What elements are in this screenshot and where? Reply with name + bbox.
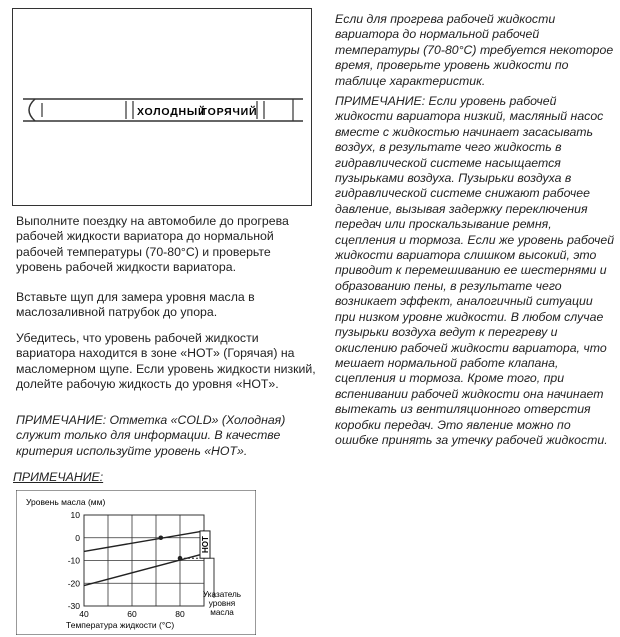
oil-level-chart (16, 490, 256, 635)
chart-ylabel: Уровень масла (мм) (26, 497, 106, 507)
right-paragraph-1: Если для прогрева рабочей жидкости вариатора до нормальной рабочей температуры (70-80°C) требуется некоторое время, проверьте уровень жидкости по таблице характеристик. (335, 12, 614, 88)
data-marker (159, 535, 164, 540)
left-paragraph-2: Вставьте щуп для замера уровня масла в маслозаливной патрубок до упора. (16, 290, 255, 320)
left-paragraph-1: Выполните поездку на автомобиле до прогрева рабочей жидкости вариатора до нормальной рабочей температуры (70-80°C) и проверьте уровень рабочей жидкости вариатора. (16, 214, 289, 275)
y-tick-label: -20 (67, 578, 80, 589)
hot-label: ГОРЯЧИЙ (201, 106, 258, 118)
annotation-label: Указатель уровня масла (202, 590, 242, 617)
y-tick-label: 0 (75, 532, 80, 543)
x-tick-label: 60 (127, 609, 137, 619)
y-tick-label: 10 (70, 510, 80, 520)
cold-label: ХОЛОДНЫЙ (137, 106, 207, 118)
left-note: ПРИМЕЧАНИЕ: Отметка «COLD» (Холодная) служит только для информации. В качестве критерия используйте уровень «HOT». (16, 413, 286, 458)
chart-xlabel: Температура жидкости (°C) (66, 620, 175, 630)
dipstick-drawing (13, 9, 311, 205)
dipstick-illustration-frame (12, 8, 312, 206)
x-tick-label: 80 (175, 609, 185, 619)
hot-band-label: HOT (201, 536, 210, 554)
y-tick-label: -30 (67, 601, 80, 611)
left-paragraph-3: Убедитесь, что уровень рабочей жидкости вариатора находится в зоне «HOT» (Горячая) на масломерном щупе. Если уровень жидкости низкий, долейте рабочую жидкость до уровня «HOT». (16, 331, 316, 392)
note-title: ПРИМЕЧАНИЕ: (13, 470, 104, 484)
x-tick-label: 40 (79, 609, 89, 619)
right-note: ПРИМЕЧАНИЕ: Если уровень рабочей жидкости вариатора низкий, масляный насос вместе с жидкостью начинает засасывать воздух, в результате чего жидкость в гидравлической системе насыщается пузырьками воздуха. Пузырьки воздуха в гидравлической системе снижают рабочее давление, вызывая задержку переключения передач или проскальзывание ремня, сцепления и тормоза. Если же уровень рабочей жидкости вариатора слишком высокий, это приводит к перемешиванию ее шестернями и образованию пены, в результате чего возникает эффект, аналогичный ситуации при низком уровне жидкости. В любом случае пузырьки воздуха ведут к перегреву и окислению рабочей жидкости вариатора, что мешает нормальной работе клапана, сцепления и тормоза. Кроме того, при вспенивании рабочей жидкости она начинает вытекать из вентиляционного отверстия коробки передач. Это явление можно по ошибке принять за утечку рабочей жидкости. (335, 94, 615, 447)
y-tick-label: -10 (67, 555, 80, 566)
